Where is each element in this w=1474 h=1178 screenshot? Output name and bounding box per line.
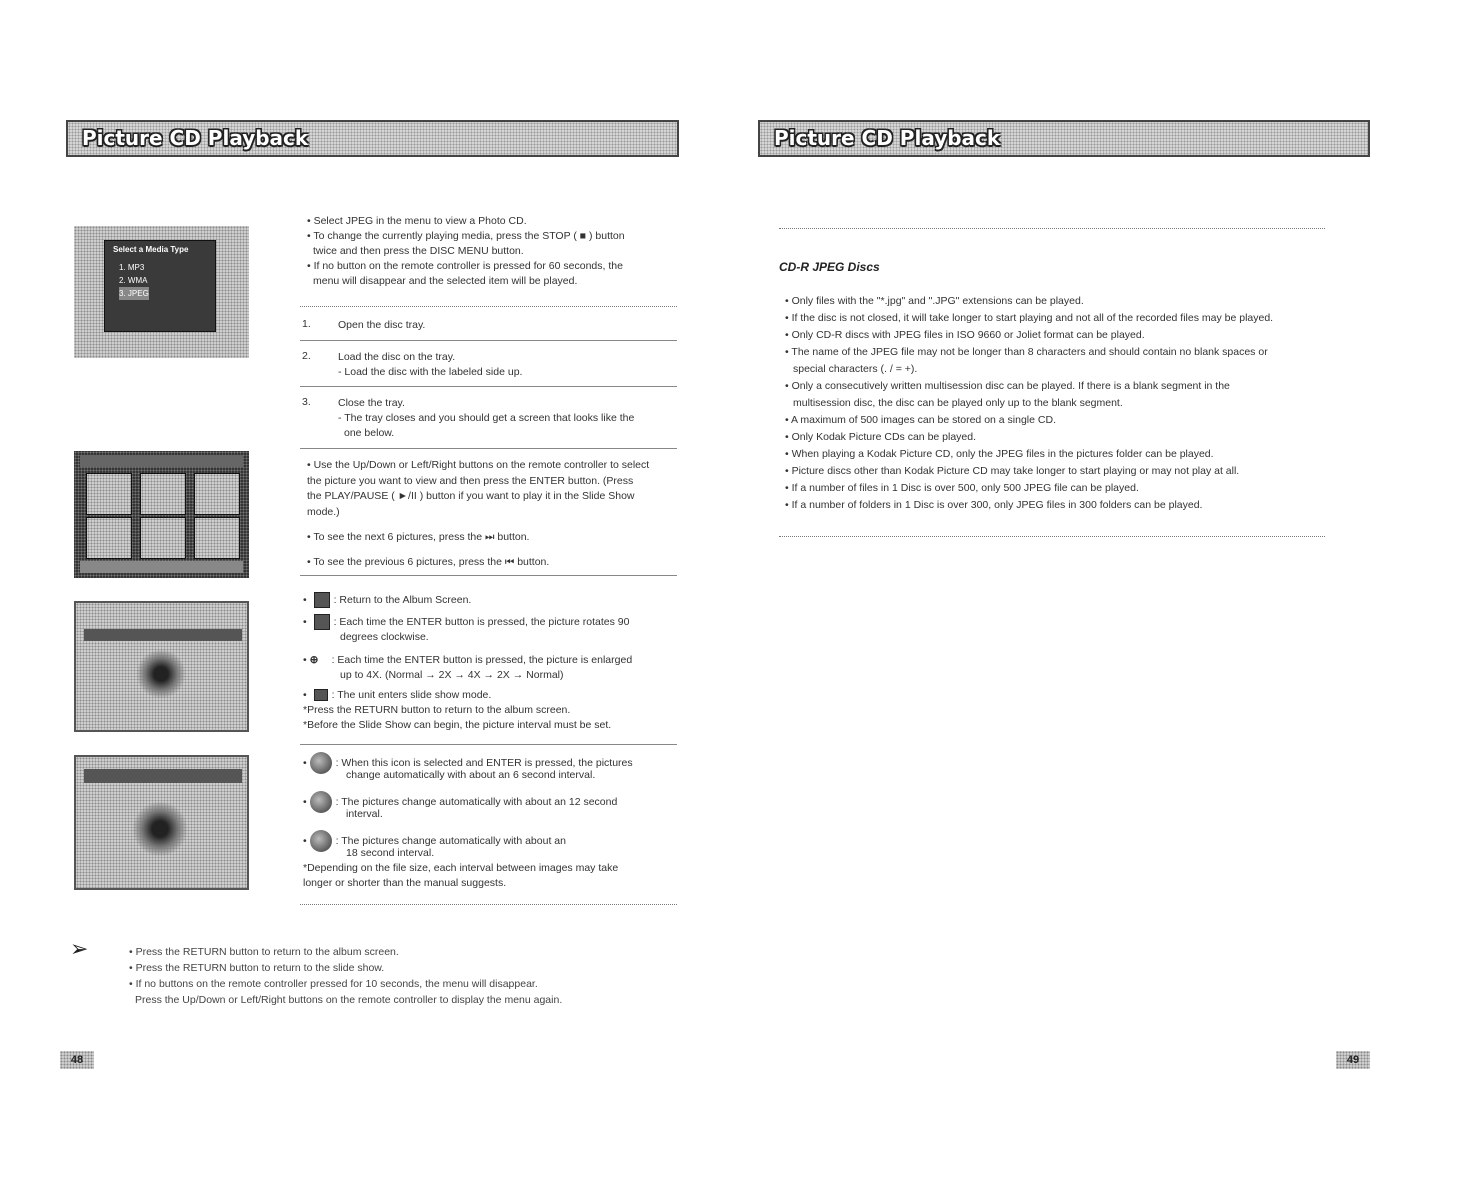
icon-explanations: • : Return to the Album Screen. • : Each time the ENTER button is pressed, the picture rotates 90 degrees clockwise. • ⊕ : Each time the ENTER button is pressed, the picture is enlarged up to 4X. (Normal → 2X → 4X → 2X → Normal) • : The unit enters slide show mode. *Press the RETURN button to return to the album screen. *Before the Slide Show can begin, the picture interval must be set. xyxy=(303,592,679,733)
nav-line: the PLAY/PAUSE ( ►/II ) button if you want to play it in the Slide Show xyxy=(307,490,635,502)
slideshow-icon xyxy=(314,689,328,701)
rule-item: • The name of the JPEG file may not be longer than 8 characters and should contain no blank spaces or xyxy=(785,346,1268,358)
rotate-icon xyxy=(314,614,330,630)
step-number: 3. xyxy=(302,396,311,408)
rule-item: • If a number of files in 1 Disc is over 500, only 500 JPEG file can be played. xyxy=(785,482,1139,494)
album-thumbnail xyxy=(86,517,132,559)
jpeg-rules-list xyxy=(785,293,1330,514)
rule-item: • If the disc is not closed, it will take longer to start playing and not all of the recorded files may be played. xyxy=(785,312,1274,324)
interval-text: interval. xyxy=(346,808,383,820)
bullet-text: twice and then press the DISC MENU button. xyxy=(313,245,524,257)
album-icon-text: : Return to the Album Screen. xyxy=(333,593,472,606)
album-thumbnail xyxy=(86,473,132,515)
divider xyxy=(779,536,1325,537)
note-line: Press the Up/Down or Left/Right buttons on the remote controller to display the menu again. xyxy=(135,994,563,1006)
note-text: longer or shorter than the manual suggests. xyxy=(303,877,507,889)
media-menu-item: 3. JPEG xyxy=(119,289,149,298)
right-section-banner xyxy=(758,120,1370,157)
interval-text: 18 second interval. xyxy=(346,847,435,859)
interval-explanations: • : When this icon is selected and ENTER is pressed, the pictures change automatically with about an 6 second interval. • : The pictures change automatically with about an 12 second interval. • : The pictures change automatically with about an 18 second interval. *Depending on the file size, each interval between images may take longer or shorter than the manual suggests. xyxy=(303,752,679,891)
step-number: 1. xyxy=(302,318,311,330)
divider xyxy=(300,386,677,387)
left-banner-title: Picture CD Playback xyxy=(82,126,309,150)
right-page-number: 49 xyxy=(1336,1051,1370,1069)
media-type-screenshot xyxy=(74,226,249,358)
zoom-text: up to 4X. (Normal → 2X → 4X → 2X → Normal) xyxy=(340,669,564,681)
album-thumbnail xyxy=(194,473,240,515)
step-text xyxy=(338,396,634,441)
step-number: 2. xyxy=(302,350,311,362)
interval-text: : The pictures change automatically with about an xyxy=(335,834,566,847)
rotate-text: : Each time the ENTER button is pressed, the picture rotates 90 xyxy=(333,615,630,628)
interval-12s-icon xyxy=(310,791,332,813)
interval-text: : When this icon is selected and ENTER is pressed, the pictures xyxy=(335,756,633,769)
rule-item: • When playing a Kodak Picture CD, only the JPEG files in the pictures folder can be played. xyxy=(785,448,1214,460)
note-line: • If no buttons on the remote controller pressed for 10 seconds, the menu will disappear. xyxy=(129,978,538,990)
section-title: CD-R JPEG Discs xyxy=(779,260,880,274)
slideshow-screenshot xyxy=(74,755,249,890)
step-line: Close the tray. xyxy=(338,397,405,409)
bullet-text: • Select JPEG in the menu to view a Photo CD. xyxy=(307,215,527,227)
intro-bullets xyxy=(307,214,677,289)
previous-pictures-text: • To see the previous 6 pictures, press the ⏮ button. xyxy=(307,556,550,568)
note-line: • Press the RETURN button to return to the slide show. xyxy=(129,962,385,974)
zoom-text: : Each time the ENTER button is pressed, the picture is enlarged xyxy=(331,654,633,666)
album-icon xyxy=(314,592,330,608)
divider xyxy=(300,340,677,341)
left-page-number: 48 xyxy=(60,1051,94,1069)
media-menu-item: 1. MP3 xyxy=(119,263,145,272)
rotate-text: degrees clockwise. xyxy=(340,631,429,643)
flower-picture xyxy=(136,649,186,699)
step-text xyxy=(338,350,522,380)
rule-item: special characters (. / = +). xyxy=(793,363,918,375)
interval-18s-icon xyxy=(310,830,332,852)
bullet-text: menu will disappear and the selected item will be played. xyxy=(313,275,578,287)
right-banner-title: Picture CD Playback xyxy=(774,126,1001,150)
step-line: - Load the disc with the labeled side up. xyxy=(338,366,523,378)
media-menu-item: 2. WMA xyxy=(119,276,148,285)
picture-view-screenshot xyxy=(74,601,249,732)
step-text: Open the disc tray. xyxy=(338,319,426,331)
divider xyxy=(779,228,1325,229)
next-pictures-text: • To see the next 6 pictures, press the ⏭ button. xyxy=(307,531,530,543)
zoom-icon: ⊕ xyxy=(309,654,319,666)
flower-picture xyxy=(132,801,188,857)
rule-item: multisession disc, the disc can be played only up to the blank segment. xyxy=(793,397,1123,409)
rule-item: • Only files with the "*.jpg" and ".JPG" extensions can be played. xyxy=(785,295,1084,307)
album-thumbnail xyxy=(140,517,186,559)
divider xyxy=(300,744,677,745)
bottom-notes xyxy=(129,944,689,1008)
nav-line: mode.) xyxy=(307,505,340,518)
note-line: • Press the RETURN button to return to the album screen. xyxy=(129,946,399,958)
step-line: Load the disc on the tray. xyxy=(338,351,456,363)
step-line: - The tray closes and you should get a screen that looks like the xyxy=(338,412,635,424)
navigation-instructions xyxy=(307,458,679,520)
album-screen-screenshot xyxy=(74,451,249,578)
rule-item: • Only CD-R discs with JPEG files in ISO 9660 or Joliet format can be played. xyxy=(785,329,1145,341)
interval-6s-icon xyxy=(310,752,332,774)
left-section-banner xyxy=(66,120,679,157)
nav-line: the picture you want to view and then press the ENTER button. (Press xyxy=(307,474,634,487)
divider xyxy=(300,904,677,905)
note-text: *Before the Slide Show can begin, the picture interval must be set. xyxy=(303,719,612,731)
rule-item: • A maximum of 500 images can be stored on a single CD. xyxy=(785,414,1056,426)
rule-item: • Picture discs other than Kodak Picture CD may take longer to start playing or may not play at all. xyxy=(785,465,1240,477)
note-text: *Depending on the file size, each interval between images may take xyxy=(303,862,619,874)
interval-text: : The pictures change automatically with about an 12 second xyxy=(335,795,618,808)
album-thumbnail xyxy=(140,473,186,515)
album-thumbnail xyxy=(194,517,240,559)
divider xyxy=(300,448,677,449)
step-line: one below. xyxy=(344,427,395,439)
note-arrow-icon: ➢ xyxy=(70,936,89,961)
media-menu-title: Select a Media Type xyxy=(113,245,189,254)
rule-item: • Only a consecutively written multisession disc can be played. If there is a blank segment in the xyxy=(785,380,1230,392)
bullet-text: • To change the currently playing media, press the STOP ( ■ ) button xyxy=(307,230,625,242)
interval-text: change automatically with about an 6 second interval. xyxy=(346,769,596,781)
slideshow-text: : The unit enters slide show mode. xyxy=(331,689,492,701)
note-text: *Press the RETURN button to return to the album screen. xyxy=(303,704,571,716)
divider xyxy=(300,575,677,576)
bullet-text: • If no button on the remote controller is pressed for 60 seconds, the xyxy=(307,260,623,272)
divider xyxy=(300,306,677,307)
rule-item: • If a number of folders in 1 Disc is over 300, only JPEG files in 300 folders can be played. xyxy=(785,499,1203,511)
nav-line: • Use the Up/Down or Left/Right buttons on the remote controller to select xyxy=(307,459,650,471)
rule-item: • Only Kodak Picture CDs can be played. xyxy=(785,431,977,443)
